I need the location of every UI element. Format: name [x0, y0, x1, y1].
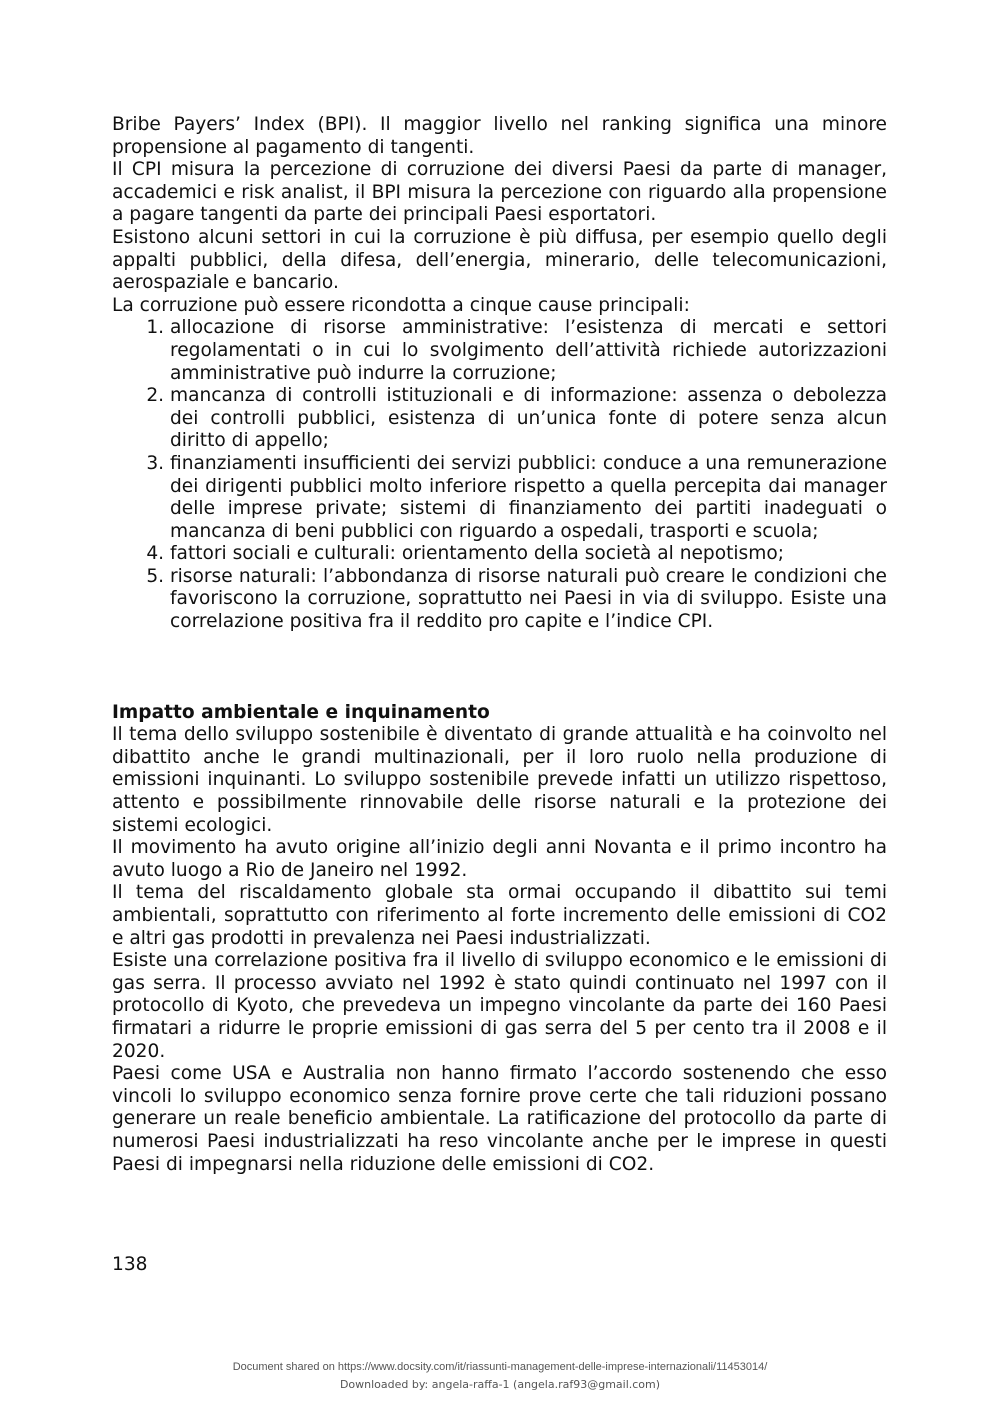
section-spacer: [112, 634, 887, 702]
document-page: [112, 114, 887, 1176]
section-heading: Impatto ambientale e inquinamento: [112, 701, 490, 723]
list-item: 4. fattori sociali e culturali: orientamento della società al nepotismo;: [170, 543, 887, 566]
page-number: 138: [112, 1254, 148, 1275]
footer-shared-link[interactable]: Document shared on https://www.docsity.com/it/riassunti-management-delle-imprese-internazionali/11453014/: [232, 1361, 768, 1373]
paragraph: Il tema del riscaldamento globale sta ormai occupando il dibattito sui temi ambientali, soprattutto con riferimento al forte incremento delle emissioni di CO2 e altri gas prodotti in prevalenza nei Paesi industrializzati.: [112, 882, 887, 949]
list-item: 2. mancanza di controlli istituzionali e di informazione: assenza o debolezza dei controlli pubblici, esistenza di un’unica fonte di potere senza alcun diritto di appello;: [170, 385, 887, 453]
paragraph: La corruzione può essere ricondotta a cinque cause principali:: [112, 294, 690, 316]
footer-downloaded-by: Downloaded by: angela-raffa-1 (angela.raf93@gmail.com): [339, 1378, 661, 1391]
paragraph: Bribe Payers’ Index (BPI). Il maggior livello nel ranking significa una minore propensione al pagamento di tangenti.: [112, 114, 887, 158]
list-item: 5. risorse naturali: l’abbondanza di risorse naturali può creare le condizioni che favoriscono la corruzione, soprattutto nei Paesi in via di sviluppo. Esiste una correlazione positiva fra il reddito pro capite e l’indice CPI.: [170, 566, 887, 634]
list-item: 1. allocazione di risorse amministrative: l’esistenza di mercati e settori regolamentati o in cui lo svolgimento dell’attività richiede autorizzazioni amministrative può indurre la corruzione;: [170, 317, 887, 385]
paragraph: Il tema dello sviluppo sostenibile è diventato di grande attualità e ha coinvolto nel dibattito anche le grandi multinazionali, per il loro ruolo nella produzione di emissioni inquinanti. Lo sviluppo sostenibile prevede infatti un utilizzo rispettoso, attento e possibilmente rinnovabile delle risorse naturali e la protezione dei sistemi ecologici.: [112, 724, 887, 836]
paragraph: Il CPI misura la percezione di corruzione dei diversi Paesi da parte di manager, accademici e risk analist, il BPI misura la percezione con riguardo alla propensione a pagare tangenti da parte dei principali Paesi esportatori.: [112, 159, 887, 226]
list-item: 3. finanziamenti insufficienti dei servizi pubblici: conduce a una remunerazione dei dirigenti pubblici molto inferiore rispetto a quella percepita dai manager delle imprese private; sistemi di finanziamento dei partiti inadeguati o mancanza di beni pubblici con riguardo a ospedali, trasporti e scuola;: [170, 453, 887, 543]
paragraph: Il movimento ha avuto origine all’inizio degli anni Novanta e il primo incontro ha avuto luogo a Rio de Janeiro nel 1992.: [112, 837, 887, 881]
causes-list: [112, 317, 887, 633]
paragraph: Esiste una correlazione positiva fra il livello di sviluppo economico e le emissioni di gas serra. Il processo avviato nel 1992 è stato quindi continuato nel 1997 con il protocollo di Kyoto, che prevedeva un impegno vincolante da parte dei 160 Paesi firmatari a ridurre le proprie emissioni di gas serra del 5 per cento tra il 2008 e il 2020.: [112, 950, 887, 1062]
paragraph: Paesi come USA e Australia non hanno firmato l’accordo sostenendo che esso vincoli lo sviluppo economico senza fornire prove certe che tali riduzioni possano generare un reale beneficio ambientale. La ratificazione del protocollo da parte di numerosi Paesi industrializzati ha reso vincolante anche per le imprese in questi Paesi di impegnarsi nella riduzione delle emissioni di CO2.: [112, 1063, 887, 1175]
paragraph: Esistono alcuni settori in cui la corruzione è più diffusa, per esempio quello degli appalti pubblici, della difesa, dell’energia, minerario, delle telecomunicazioni, aerospaziale e bancario.: [112, 226, 887, 294]
